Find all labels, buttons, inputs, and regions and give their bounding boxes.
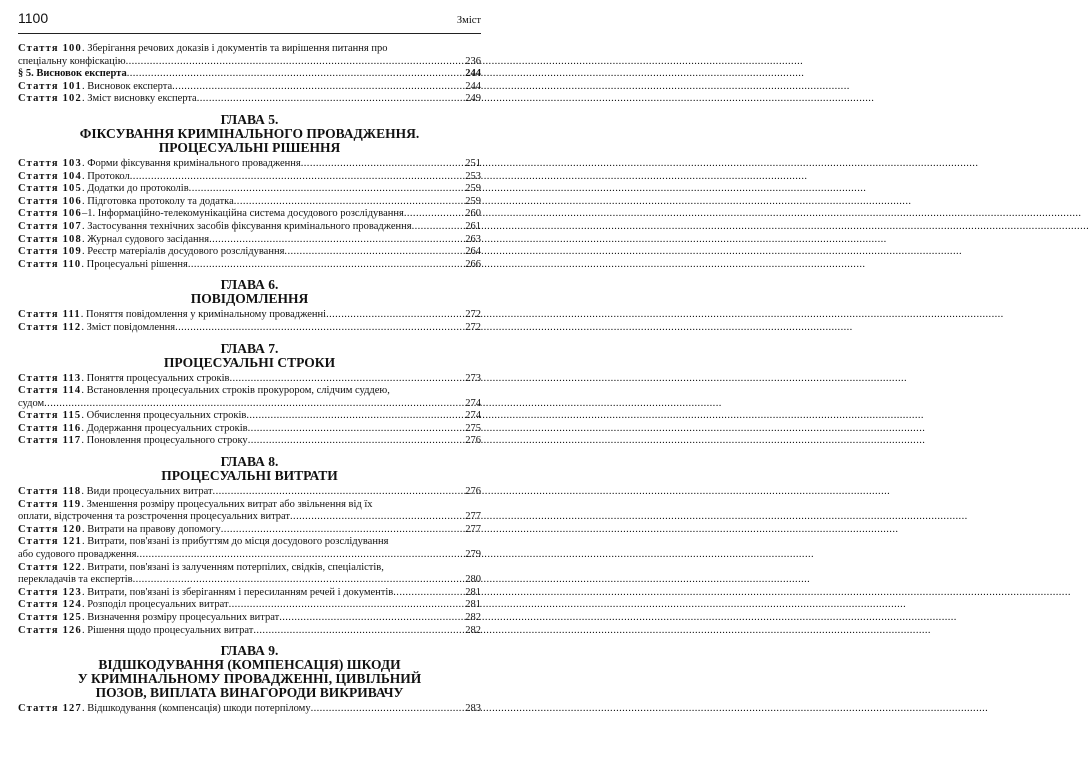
leader-dots (209, 234, 464, 247)
entry-text: Стаття 106. Підготовка протоколу та додатка (18, 195, 234, 207)
page-ref: 279 (465, 549, 481, 561)
page-ref: 249 (465, 93, 481, 105)
toc-entry (18, 703, 481, 716)
entry-text: Стаття 107. Застосування технічних засобів фіксування кримінального провадження (18, 220, 412, 232)
article-title: Підготовка протоколу та додатка (87, 195, 234, 207)
chapter-title (18, 292, 481, 306)
chapter-number: ГЛАВА 6. (220, 277, 279, 293)
article-label: Стаття 116 (18, 422, 82, 434)
toc-entry (18, 625, 481, 638)
toc-entry (18, 208, 481, 221)
article-title: Поновлення процесуального строку (86, 435, 248, 447)
leader-dots (213, 486, 465, 499)
article-title: Додатки до протоколів (87, 183, 189, 195)
leader-dots (404, 208, 464, 221)
toc-entry (18, 410, 481, 423)
article-title-cont: спеціальну конфіскацію (18, 55, 126, 67)
toc-entry (18, 524, 481, 537)
leader-dots (284, 246, 464, 259)
page-ref: 274 (465, 397, 481, 409)
toc-entry (18, 158, 481, 171)
article-title-cont: оплати, відстрочення та розстрочення процесуальних витрат (18, 511, 291, 523)
leader-dots (221, 524, 464, 537)
article-label: Стаття 104 (18, 170, 82, 182)
page-ref: 266 (465, 258, 481, 270)
toc-entry-line: Стаття 114. Встановлення процесуальних строків прокурором, слідчим суддею, (18, 385, 390, 397)
chapter-heading (18, 342, 481, 370)
article-title: Поняття повідомлення у кримінальному провадженні (86, 309, 327, 321)
page-ref: 260 (465, 208, 481, 220)
entry-text: Стаття 115. Обчислення процесуальних строків (18, 410, 247, 422)
article-title: Визначення розміру процесуальних витрат (87, 612, 280, 623)
page-ref: 283 (465, 703, 481, 715)
article-label: Стаття 111 (18, 309, 81, 321)
leader-dots (248, 423, 465, 436)
article-label: Стаття 122 (18, 561, 82, 573)
running-title: Зміст (456, 15, 481, 26)
toc-entry (18, 234, 481, 247)
chapter-title-line: У КРИМІНАЛЬНОМУ ПРОВАДЖЕННІ, ЦИВІЛЬНИЙ (77, 671, 422, 687)
article-title: Витрати на правову допомогу (87, 523, 221, 535)
toc-entry (18, 385, 481, 410)
page-ref: 259 (465, 195, 481, 207)
page-ref: 277 (465, 523, 481, 535)
entry-text: Стаття 113. Поняття процесуальних строків (18, 372, 230, 384)
chapter-title-line: ПРОЦЕСУАЛЬНІ СТРОКИ (163, 354, 336, 370)
chapter-number: ГЛАВА 8. (220, 454, 279, 470)
toc-entry (18, 373, 481, 386)
leader-dots (197, 93, 465, 106)
leader-dots (229, 599, 465, 612)
toc-entry (18, 81, 481, 94)
entry-text: Стаття 120. Витрати на правову допомогу (18, 523, 221, 535)
article-title-cont: або судового провадження (18, 549, 137, 561)
page-ref: 244 (465, 80, 481, 92)
toc-entry-line: Стаття 119. Зменшення розміру процесуальних витрат або звільнення від їх (18, 498, 373, 510)
entry-text: Стаття 110. Процесуальні рішення (18, 258, 188, 270)
article-title: § 5. Висновок експерта (18, 68, 127, 80)
leader-dots (279, 612, 464, 625)
entry-text: Стаття 127. Відшкодування (компенсація) шкоди потерпілому (18, 703, 311, 715)
page-ref: 275 (465, 422, 481, 434)
toc-entry (18, 612, 481, 625)
article-title: Протокол (87, 170, 130, 182)
toc-entry (18, 183, 481, 196)
page-ref: 282 (465, 624, 481, 636)
toc-entry-line: Стаття 122. Витрати, пов'язані із залученням потерпілих, свідків, спеціалістів, (18, 561, 384, 573)
article-title: Поняття процесуальних строків (86, 372, 230, 384)
table-of-contents (18, 43, 481, 716)
page-ref: 236 (465, 55, 481, 67)
leader-dots (136, 549, 464, 562)
entry-text: Стаття 117. Поновлення процесуального строку (18, 435, 248, 447)
article-label: Стаття 124 (18, 599, 82, 611)
article-title: Зміст повідомлення (86, 321, 176, 333)
toc-entry (18, 93, 481, 106)
article-title: Додержання процесуальних строків (86, 422, 248, 434)
toc-entry-line (18, 574, 481, 587)
toc-entry (18, 322, 481, 335)
article-title: Зберігання речових доказів і документів та вирішення питання про (87, 43, 388, 54)
leader-dots (172, 81, 464, 94)
page-ref: 276 (465, 486, 481, 498)
page-ref: 282 (465, 612, 481, 623)
entry-text: Стаття 101. Висновок експерта (18, 80, 173, 92)
article-title-cont: перекладачів та експертів (18, 574, 133, 586)
article-label: Стаття 126 (18, 624, 82, 636)
leader-dots (246, 410, 464, 423)
article-title-cont: судом (18, 397, 45, 409)
leader-dots (234, 196, 464, 209)
page-ref: 277 (465, 511, 481, 523)
chapter-title (18, 356, 481, 370)
document-page (18, 10, 481, 716)
leader-dots (44, 398, 464, 411)
article-title: Зменшення розміру процесуальних витрат або звільнення від їх (86, 498, 373, 510)
chapter-title-line: ВІДШКОДУВАННЯ (КОМПЕНСАЦІЯ) ШКОДИ (98, 657, 401, 673)
page-ref: 274 (465, 410, 481, 422)
page-ref: 272 (465, 309, 481, 321)
leader-dots (253, 625, 464, 638)
leader-dots (133, 574, 465, 587)
running-header (18, 10, 481, 34)
toc-entry (18, 423, 481, 436)
article-label: Стаття 112 (18, 321, 82, 333)
entry-text: Стаття 125. Визначення розміру процесуальних витрат (18, 612, 280, 623)
toc-entry (18, 435, 481, 448)
leader-dots (393, 587, 464, 600)
article-label: Стаття 110 (18, 258, 82, 270)
section-entry (18, 68, 481, 81)
toc-entry-line (18, 56, 481, 69)
leader-dots (130, 171, 464, 184)
page-ref: 259 (465, 183, 481, 195)
article-title: Витрати, пов'язані із залученням потерпілих, свідків, спеціалістів, (87, 561, 384, 573)
toc-entry (18, 309, 481, 322)
article-label: Стаття 123 (18, 586, 82, 598)
page-ref: 261 (465, 220, 481, 232)
article-title: Витрати, пов'язані із зберіганням і пересиланням речей і документів (87, 586, 394, 598)
entry-text: Стаття 102. Зміст висновку експерта (18, 93, 197, 105)
page-ref: 280 (465, 574, 481, 586)
article-label: Стаття 120 (18, 523, 82, 535)
article-label: Стаття 103 (18, 157, 82, 169)
article-label: Стаття 108 (18, 233, 82, 245)
chapter-heading (18, 644, 481, 700)
chapter-title (18, 469, 481, 483)
chapter-title (18, 127, 481, 155)
toc-entry-line: Стаття 100. Зберігання речових доказів і документів та вирішення питання про (18, 43, 388, 54)
leader-dots (311, 703, 465, 716)
toc-entry (18, 196, 481, 209)
article-title: Види процесуальних витрат (86, 486, 213, 498)
entry-text: Стаття 104. Протокол (18, 170, 130, 182)
entry-text: Стаття 124. Розподіл процесуальних витрат (18, 599, 229, 611)
article-title: –1. Інформаційно-телекомунікаційна система досудового розслідування (81, 208, 404, 220)
article-title: Рішення щодо процесуальних витрат (87, 624, 254, 636)
article-label: Стаття 102 (18, 93, 82, 105)
article-title: Процесуальні рішення (86, 258, 188, 270)
article-label: Стаття 113 (18, 372, 82, 384)
entry-text: Стаття 126. Рішення щодо процесуальних витрат (18, 624, 254, 636)
article-title: Застосування технічних засобів фіксування кримінального провадження (87, 220, 412, 232)
page-ref: 251 (465, 157, 481, 169)
article-label: Стаття 101 (18, 80, 82, 92)
toc-entry (18, 171, 481, 184)
toc-entry-line (18, 511, 481, 524)
chapter-heading (18, 278, 481, 306)
entry-text: Стаття 112. Зміст повідомлення (18, 321, 176, 333)
chapter-heading (18, 113, 481, 155)
article-title: Обчислення процесуальних строків (86, 410, 247, 422)
toc-entry (18, 221, 481, 234)
article-title: Витрати, пов'язані із прибуттям до місця досудового розслідування (87, 536, 389, 548)
chapter-title-line: ПРОЦЕСУАЛЬНІ РІШЕННЯ (158, 139, 341, 155)
toc-entry (18, 499, 481, 524)
article-label: Стаття 121 (18, 536, 82, 548)
article-label: Стаття 125 (18, 612, 82, 623)
toc-entry-line (18, 549, 481, 562)
entry-text (18, 68, 127, 81)
page-number: 1100 (18, 10, 49, 26)
leader-dots (188, 259, 464, 272)
toc-entry (18, 536, 481, 561)
chapter-title-line: ПРОЦЕСУАЛЬНІ ВИТРАТИ (161, 468, 338, 484)
chapter-number: ГЛАВА 9. (220, 643, 279, 659)
leader-dots (326, 309, 464, 322)
article-label: Стаття 105 (18, 183, 82, 195)
article-label: Стаття 127 (18, 703, 82, 715)
page-ref: 281 (465, 599, 481, 611)
chapter-title-line: ФІКСУВАННЯ КРИМІНАЛЬНОГО ПРОВАДЖЕННЯ. (79, 125, 420, 141)
toc-entry (18, 246, 481, 259)
leader-dots (175, 322, 464, 335)
page-ref: 281 (465, 586, 481, 598)
leader-dots (126, 56, 465, 69)
toc-entry (18, 562, 481, 587)
article-title: Розподіл процесуальних витрат (87, 599, 229, 611)
leader-dots (290, 511, 464, 524)
page-ref: 264 (465, 246, 481, 258)
page-ref: 272 (465, 321, 481, 333)
entry-text: Стаття 103. Форми фіксування кримінального провадження (18, 157, 301, 169)
leader-dots (301, 158, 465, 171)
leader-dots (248, 435, 465, 448)
article-label: Стаття 100 (18, 43, 82, 54)
leader-dots (189, 183, 465, 196)
page-ref: 244 (465, 68, 481, 80)
chapter-title-line: ПОВІДОМЛЕННЯ (190, 291, 309, 307)
toc-entry-line (18, 398, 481, 411)
entry-text (18, 208, 404, 221)
article-title: Журнал судового засідання (87, 233, 210, 245)
article-title: Висновок експерта (87, 80, 173, 92)
entry-text: Стаття 111. Поняття повідомлення у кримінальному провадженні (18, 309, 327, 321)
article-label: Стаття 118 (18, 486, 82, 498)
entry-text: Стаття 123. Витрати, пов'язані із зберіганням і пересиланням речей і документів (18, 586, 394, 598)
article-label: Стаття 119 (18, 498, 82, 510)
chapter-heading (18, 455, 481, 483)
entry-text: Стаття 105. Додатки до протоколів (18, 183, 189, 195)
toc-entry (18, 587, 481, 600)
article-title: Зміст висновку експерта (87, 93, 197, 105)
article-title: Встановлення процесуальних строків прокурором, слідчим суддею, (86, 385, 390, 397)
toc-entry (18, 259, 481, 272)
page-ref: 273 (465, 372, 481, 384)
chapter-title (18, 658, 481, 700)
chapter-number: ГЛАВА 5. (220, 111, 279, 127)
page-ref: 263 (465, 233, 481, 245)
entry-text: Стаття 109. Реєстр матеріалів досудового розслідування (18, 246, 285, 258)
toc-entry (18, 43, 481, 68)
toc-entry-line: Стаття 121. Витрати, пов'язані із прибуттям до місця досудового розслідування (18, 536, 389, 548)
article-label: Стаття 107 (18, 220, 82, 232)
article-label: Стаття 117 (18, 435, 82, 447)
entry-text: Стаття 118. Види процесуальних витрат (18, 486, 213, 498)
article-label: Стаття 109 (18, 246, 82, 258)
article-label: Стаття 115 (18, 410, 82, 422)
article-title: Відшкодування (компенсація) шкоди потерпілому (87, 703, 311, 715)
article-title: Реєстр матеріалів досудового розслідування (87, 246, 285, 258)
page-ref: 276 (465, 435, 481, 447)
entry-text: Стаття 116. Додержання процесуальних строків (18, 422, 248, 434)
article-title: Форми фіксування кримінального провадження (87, 157, 301, 169)
article-label: Стаття 106 (18, 208, 82, 220)
page-ref: 253 (465, 170, 481, 182)
chapter-number: ГЛАВА 7. (220, 340, 279, 356)
chapter-title-line: ПОЗОВ, ВИПЛАТА ВИНАГОРОДИ ВИКРИВАЧУ (95, 685, 404, 701)
leader-dots (229, 373, 464, 386)
article-label: Стаття 114 (18, 385, 82, 397)
article-label: Стаття 106 (18, 195, 82, 207)
toc-entry (18, 486, 481, 499)
leader-dots (412, 221, 465, 234)
toc-entry (18, 599, 481, 612)
leader-dots (127, 68, 465, 81)
entry-text: Стаття 108. Журнал судового засідання (18, 233, 210, 245)
